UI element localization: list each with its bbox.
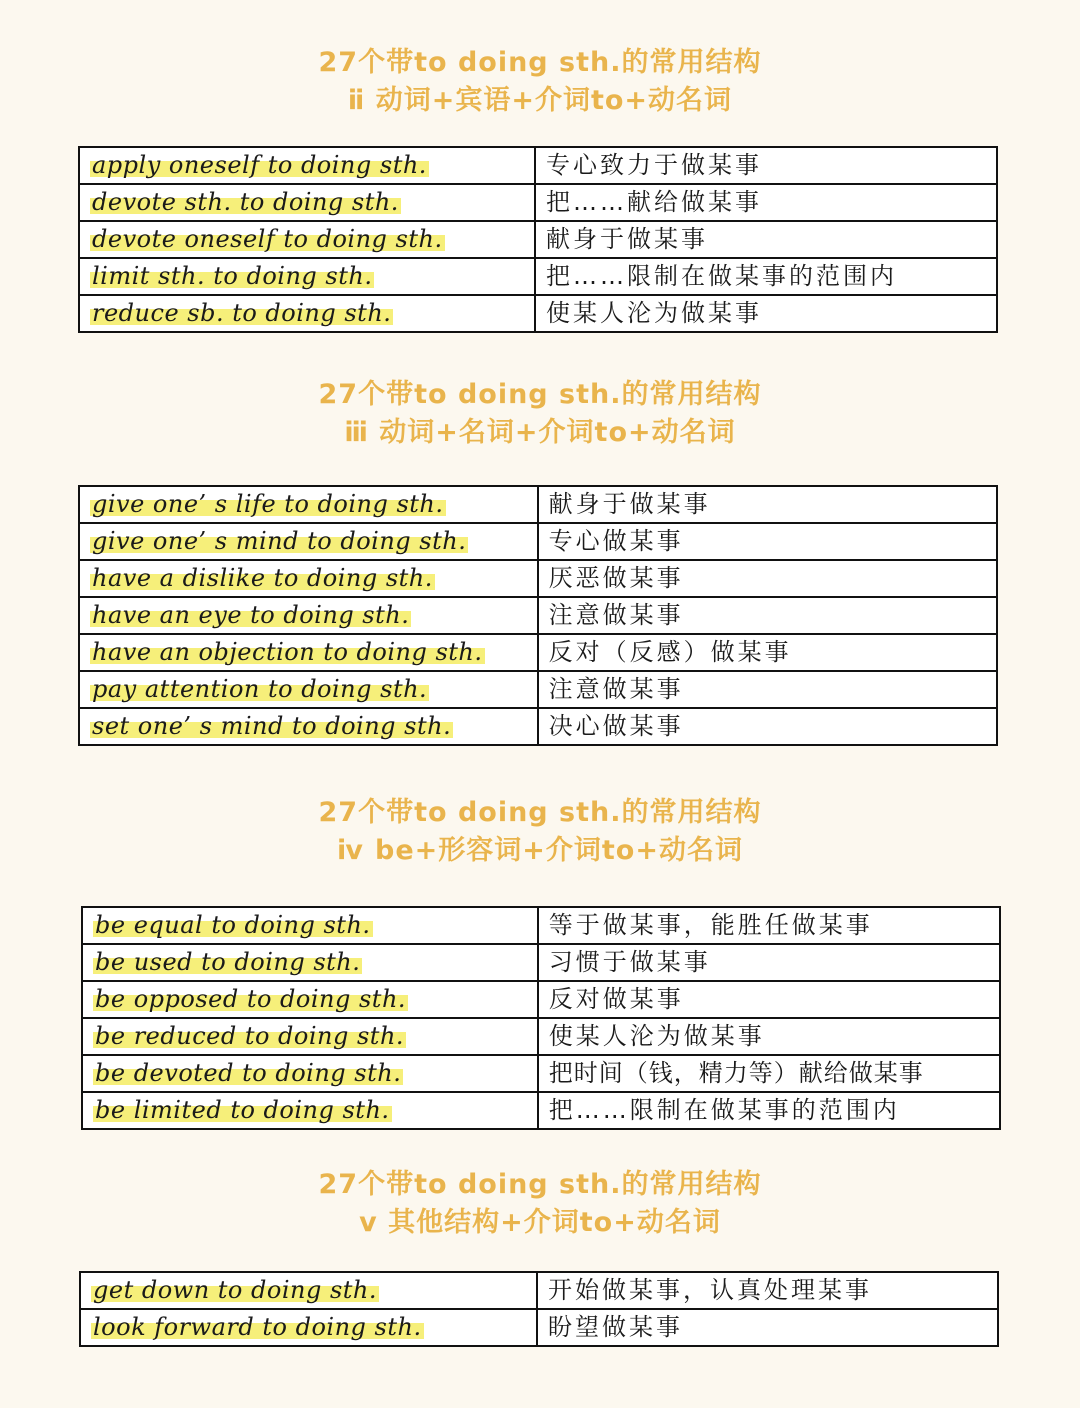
english-phrase (79, 708, 538, 745)
highlighted-phrase: have an objection to doing sth. (92, 638, 483, 666)
section-4-header (0, 1166, 1080, 1242)
highlighted-phrase: give one’ s mind to doing sth. (92, 527, 467, 555)
highlighted-phrase: devote sth. to doing sth. (92, 188, 399, 216)
chinese-meaning: 习惯于做某事 (538, 944, 1000, 981)
chinese-meaning: 使某人沦为做某事 (538, 1018, 1000, 1055)
table-row (82, 907, 1000, 944)
table-row (82, 944, 1000, 981)
highlighted-phrase: have an eye to doing sth. (92, 601, 410, 629)
table-row (79, 708, 997, 745)
english-phrase (82, 1055, 538, 1092)
chinese-meaning: 把……限制在做某事的范围内 (535, 258, 997, 295)
english-phrase (79, 634, 538, 671)
chinese-meaning: 把……限制在做某事的范围内 (538, 1092, 1000, 1129)
english-phrase (79, 147, 535, 184)
chinese-meaning: 开始做某事，认真处理某事 (537, 1272, 998, 1309)
highlighted-phrase: be used to doing sth. (95, 948, 361, 976)
english-phrase (82, 944, 538, 981)
chinese-meaning: 使某人沦为做某事 (535, 295, 997, 332)
highlighted-phrase: have a dislike to doing sth. (92, 564, 433, 592)
english-phrase (82, 981, 538, 1018)
highlighted-phrase: set one’ s mind to doing sth. (92, 712, 452, 740)
phrase-table-3 (81, 906, 1001, 1130)
highlighted-phrase: be reduced to doing sth. (95, 1022, 405, 1050)
chinese-meaning: 把……献给做某事 (535, 184, 997, 221)
chinese-meaning: 专心致力于做某事 (535, 147, 997, 184)
section-title: 27个带to doing sth.的常用结构 (318, 379, 762, 410)
table-row (82, 1055, 1000, 1092)
highlighted-phrase: pay attention to doing sth. (92, 675, 428, 703)
section-subtitle: ⅳ be+形容词+介词to+动名词 (337, 835, 743, 866)
section-subtitle: ⅲ 动词+名词+介词to+动名词 (344, 417, 736, 448)
highlighted-phrase: be opposed to doing sth. (95, 985, 407, 1013)
table-row (80, 1272, 998, 1309)
english-phrase (79, 258, 535, 295)
chinese-meaning: 决心做某事 (538, 708, 997, 745)
highlighted-phrase: apply oneself to doing sth. (92, 151, 427, 179)
english-phrase (79, 597, 538, 634)
english-phrase (82, 1092, 538, 1129)
english-phrase (79, 671, 538, 708)
english-phrase (80, 1309, 537, 1346)
english-phrase (80, 1272, 537, 1309)
section-1-header (0, 44, 1080, 120)
phrase-table-1 (78, 146, 998, 333)
chinese-meaning: 专心做某事 (538, 523, 997, 560)
chinese-meaning: 把时间（钱，精力等）献给做某事 (538, 1055, 1000, 1092)
highlighted-phrase: look forward to doing sth. (93, 1313, 422, 1341)
english-phrase (79, 221, 535, 258)
table-row (79, 597, 997, 634)
highlighted-phrase: reduce sb. to doing sth. (92, 299, 392, 327)
table-row (79, 221, 997, 258)
table-row (79, 295, 997, 332)
section-title: 27个带to doing sth.的常用结构 (318, 47, 762, 78)
chinese-meaning: 盼望做某事 (537, 1309, 998, 1346)
table-row (80, 1309, 998, 1346)
section-title: 27个带to doing sth.的常用结构 (318, 797, 762, 828)
english-phrase (82, 1018, 538, 1055)
table-row (82, 1092, 1000, 1129)
highlighted-phrase: be limited to doing sth. (95, 1096, 390, 1124)
highlighted-phrase: devote oneself to doing sth. (92, 225, 443, 253)
phrase-table-4 (79, 1271, 999, 1347)
section-subtitle: ⅱ 动词+宾语+介词to+动名词 (347, 85, 733, 116)
english-phrase (79, 523, 538, 560)
english-phrase (79, 560, 538, 597)
table-row (79, 486, 997, 523)
table-row (79, 258, 997, 295)
section-3-header (0, 794, 1080, 870)
highlighted-phrase: give one’ s life to doing sth. (92, 490, 444, 518)
table-row (79, 147, 997, 184)
table-row (82, 1018, 1000, 1055)
chinese-meaning: 注意做某事 (538, 597, 997, 634)
chinese-meaning: 反对（反感）做某事 (538, 634, 997, 671)
english-phrase (82, 907, 538, 944)
chinese-meaning: 献身于做某事 (535, 221, 997, 258)
english-phrase (79, 486, 538, 523)
english-phrase (79, 295, 535, 332)
phrase-table-2 (78, 485, 998, 746)
table-row (79, 523, 997, 560)
chinese-meaning: 注意做某事 (538, 671, 997, 708)
table-row (79, 184, 997, 221)
chinese-meaning: 反对做某事 (538, 981, 1000, 1018)
section-subtitle: ⅴ 其他结构+介词to+动名词 (359, 1207, 721, 1238)
chinese-meaning: 献身于做某事 (538, 486, 997, 523)
section-2-header (0, 376, 1080, 452)
chinese-meaning: 厌恶做某事 (538, 560, 997, 597)
table-row (82, 981, 1000, 1018)
highlighted-phrase: limit sth. to doing sth. (92, 262, 373, 290)
chinese-meaning: 等于做某事，能胜任做某事 (538, 907, 1000, 944)
table-row (79, 560, 997, 597)
highlighted-phrase: be devoted to doing sth. (95, 1059, 402, 1087)
highlighted-phrase: get down to doing sth. (93, 1276, 377, 1304)
table-row (79, 671, 997, 708)
table-row (79, 634, 997, 671)
english-phrase (79, 184, 535, 221)
section-title: 27个带to doing sth.的常用结构 (318, 1169, 762, 1200)
highlighted-phrase: be equal to doing sth. (95, 911, 371, 939)
